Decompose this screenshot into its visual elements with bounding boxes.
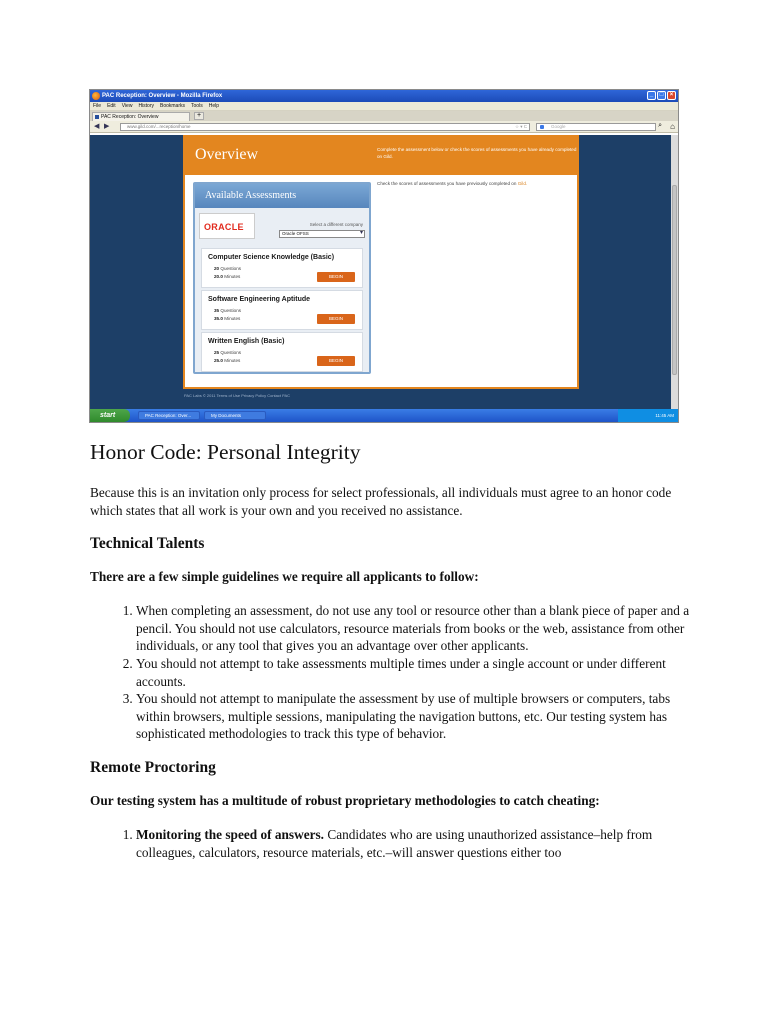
start-button[interactable]: start	[90, 409, 130, 422]
search-box[interactable]	[536, 123, 656, 131]
oracle-logo: ORACLE	[199, 213, 255, 239]
minimize-icon[interactable]: _	[647, 91, 656, 100]
web-viewport	[90, 135, 678, 409]
list-item-text: Candidates who are using unauthorized assistance–help from colleagues, calculators, resource materials, etc.–will answer questions either too	[136, 826, 653, 860]
bookmark-star-icon[interactable]: ☆ ▾ C	[514, 124, 527, 129]
list-item: 1. When completing an assessment, do not use any tool or resource other than a blank piece of paper and a pencil. You should not use calculators, resource materials from books or the web, assistance from other individuals, or any tool that gives you an advantage over other applicants.	[136, 602, 690, 655]
section-heading-technical-talents: Technical Talents	[90, 535, 205, 553]
system-tray-clock: 11:45 AM	[618, 409, 678, 422]
tab-bar	[90, 111, 678, 121]
assessment-title: Software Engineering Aptitude	[208, 296, 311, 303]
intro-paragraph: Because this is an invitation only process for select professionals, all individuals must agree to an honor code which states that all work is your own and you received no assistance.	[90, 485, 672, 518]
select-company-label: Select a different company	[309, 222, 363, 227]
assessment-card	[201, 248, 363, 288]
firefox-icon	[92, 92, 100, 100]
menu-bar	[90, 102, 678, 111]
close-icon[interactable]: ×	[667, 91, 676, 100]
assessment-questions: 20 Questions	[214, 266, 242, 271]
document-title: Honor Code: Personal Integrity	[90, 440, 361, 464]
windows-taskbar	[90, 409, 678, 422]
page-footer: PAC Labs © 2011 Terms of Use Privacy Policy Contact PAC	[184, 393, 291, 398]
menu-view[interactable]: View	[121, 103, 133, 109]
document-body	[90, 440, 690, 861]
assessment-minutes: 35.0 Minutes	[214, 316, 241, 321]
list-item: 2. You should not attempt to take assessments multiple times under a single account or under different accounts.	[136, 655, 690, 690]
vertical-scrollbar[interactable]	[671, 135, 678, 409]
maximize-icon[interactable]: □	[657, 91, 666, 100]
menu-help[interactable]: Help	[208, 103, 219, 109]
assessment-minutes: 25.0 Minutes	[214, 358, 241, 363]
assessment-card	[201, 332, 363, 372]
navigation-bar	[90, 121, 678, 133]
tab-pac-reception[interactable]: PAC Reception: Overview	[92, 112, 190, 121]
overview-header	[185, 135, 577, 175]
overview-title: Overview	[195, 146, 259, 163]
assessment-title: Written English (Basic)	[208, 338, 285, 345]
menu-file[interactable]: File	[93, 103, 102, 109]
menu-bookmarks[interactable]: Bookmarks	[160, 103, 186, 109]
window-controls	[647, 91, 676, 100]
guidelines-list	[136, 602, 690, 743]
taskbar-item-firefox[interactable]: PAC Reception: Over...	[138, 411, 200, 420]
taskbar-item-my-documents[interactable]: My Documents	[204, 411, 266, 420]
back-icon[interactable]: ◀	[94, 123, 100, 130]
begin-button[interactable]: BEGIN	[317, 356, 355, 366]
available-assessments-title: Available Assessments	[195, 184, 369, 208]
section-lead-cheating: Our testing system has a multitude of robust proprietary methodologies to catch cheating:	[90, 792, 600, 808]
new-tab-button[interactable]: +	[194, 112, 204, 120]
address-bar[interactable]	[120, 123, 530, 131]
menu-tools[interactable]: Tools	[191, 103, 203, 109]
gild-link[interactable]: Gild.	[517, 181, 528, 186]
search-placeholder: Google	[551, 124, 566, 129]
company-dropdown[interactable]: Oracle OFSS ▾	[279, 230, 365, 238]
section-lead-guidelines: There are a few simple guidelines we require all applicants to follow:	[90, 569, 479, 585]
begin-button[interactable]: BEGIN	[317, 272, 355, 282]
begin-button[interactable]: BEGIN	[317, 314, 355, 324]
list-item: 3. You should not attempt to manipulate the assessment by use of multiple browsers or computers, tabs within browsers, multiple sessions, manipulating the navigation buttons, etc. Our testing system has sophisticated methodologies to track this type of behavior.	[136, 690, 690, 743]
assessment-card	[201, 290, 363, 330]
proctoring-list	[136, 826, 690, 861]
list-item	[136, 826, 690, 861]
assessment-minutes: 20.0 Minutes	[214, 274, 241, 279]
overview-description: Complete the assessment below or check the scores of assessments you have already completed on Gild.	[377, 147, 577, 159]
menu-edit[interactable]: Edit	[107, 103, 116, 109]
overview-page	[183, 135, 579, 389]
previous-scores-prefix: Check the scores of assessments you have previously completed on	[377, 181, 517, 186]
menu-history[interactable]: History	[138, 103, 154, 109]
assessment-questions: 35 Questions	[214, 308, 242, 313]
window-title: PAC Reception: Overview - Mozilla Firefox	[102, 93, 223, 99]
assessment-questions: 25 Questions	[214, 350, 242, 355]
previous-scores-text	[377, 181, 577, 186]
available-assessments-panel	[193, 182, 371, 374]
home-icon[interactable]: ⌂	[670, 122, 675, 131]
assessment-title: Computer Science Knowledge (Basic)	[208, 254, 335, 261]
scrollbar-thumb[interactable]	[672, 185, 677, 375]
forward-icon[interactable]: ▶	[104, 123, 110, 130]
section-heading-remote-proctoring: Remote Proctoring	[90, 758, 216, 776]
list-item-bold: Monitoring the speed of answers.	[136, 826, 324, 842]
window-titlebar	[90, 90, 678, 102]
url-text: www.gild.com/...reception/home	[127, 124, 191, 129]
browser-screenshot	[89, 89, 679, 423]
company-selector	[195, 210, 369, 246]
search-icon[interactable]: ⌕	[658, 122, 662, 129]
